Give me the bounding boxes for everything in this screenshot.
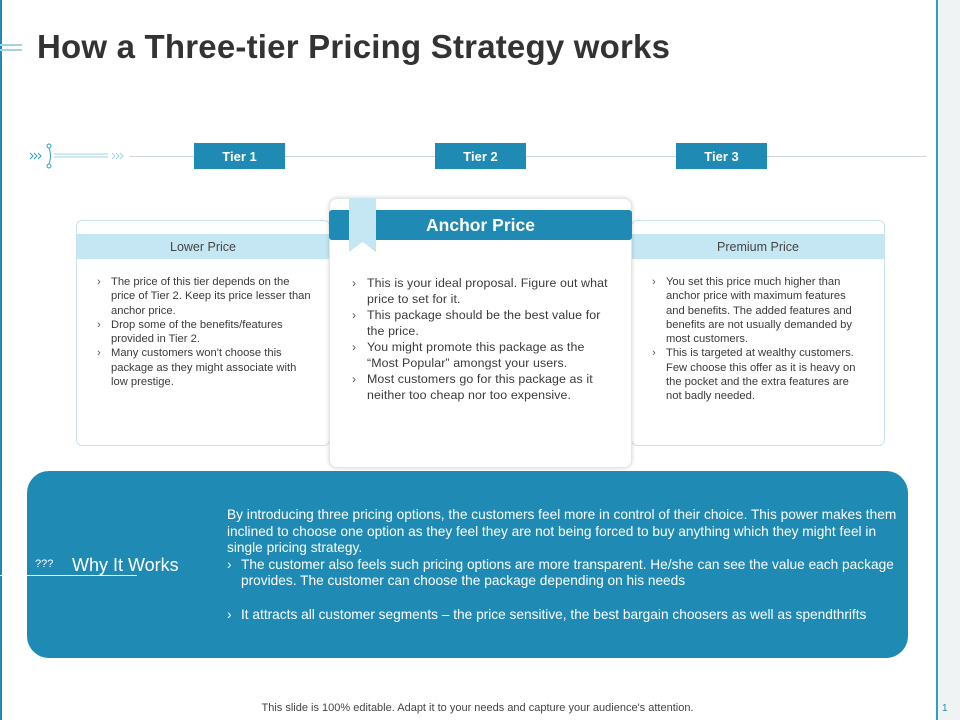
tier-3-tab: Tier 3 — [676, 143, 767, 169]
list-item: › Many customers won't choose this package as they might associate with low prestige. — [97, 346, 311, 389]
anchor-price-list — [352, 275, 611, 403]
premium-price-list — [652, 275, 866, 404]
tier-2-tab: Tier 2 — [435, 143, 526, 169]
why-it-works-text — [227, 507, 899, 623]
right-edge-strip — [936, 0, 960, 720]
list-item: › You set this price much higher than anchor price with maximum features and benefits. The added features and benefits are not usually demanded by most customers. — [652, 275, 866, 346]
list-item: › It attracts all customer segments – the price sensitive, the best bargain choosers as well as spendthrifts — [227, 607, 899, 624]
bookmark-ribbon-icon — [349, 198, 376, 252]
premium-price-heading: Premium Price — [632, 234, 884, 259]
why-bullets — [227, 557, 899, 624]
list-item: › This is your ideal proposal. Figure out what price to set for it. — [352, 275, 611, 307]
list-item: › Most customers go for this package as it neither too cheap nor too expensive. — [352, 371, 611, 403]
list-item: › You might promote this package as the “Most Popular” amongst your users. — [352, 339, 611, 371]
timeline-arrows-icon — [28, 142, 138, 170]
title-accent-icon — [0, 44, 22, 58]
premium-price-card — [631, 220, 885, 446]
why-marker: ??? — [35, 558, 54, 570]
why-underline — [0, 575, 137, 576]
list-item: › The price of this tier depends on the price of Tier 2. Keep its price lesser than anchor price. — [97, 275, 311, 318]
lower-price-heading: Lower Price — [77, 234, 329, 259]
left-edge-rule — [0, 0, 2, 720]
why-it-works-title: Why It Works — [72, 555, 179, 575]
list-item: › Drop some of the benefits/features provided in Tier 2. — [97, 318, 311, 347]
page-number: 1 — [942, 703, 948, 714]
why-intro: By introducing three pricing options, the customers feel more in control of their choice. This power makes them inclined to choose one option as they feel they are not being forced to buy anything which they might feel in single pricing strategy. — [227, 507, 897, 555]
list-item: › This package should be the best value for the price. — [352, 307, 611, 339]
anchor-price-card — [329, 198, 632, 468]
page-title: How a Three-tier Pricing Strategy works — [37, 28, 671, 65]
footer-note: This slide is 100% editable. Adapt it to your needs and capture your audience's attention. — [261, 702, 694, 714]
anchor-price-heading: Anchor Price — [329, 210, 632, 240]
list-item: › This is targeted at wealthy customers. Few choose this offer as it is heavy on the pocket and the extra features are not badly needed. — [652, 346, 866, 403]
lower-price-list — [97, 275, 311, 389]
tier-1-tab: Tier 1 — [194, 143, 285, 169]
list-item: › The customer also feels such pricing options are more transparent. He/she can see the value each package provides. The customer can choose the package depending on his needs — [227, 557, 899, 590]
lower-price-card — [76, 220, 330, 446]
